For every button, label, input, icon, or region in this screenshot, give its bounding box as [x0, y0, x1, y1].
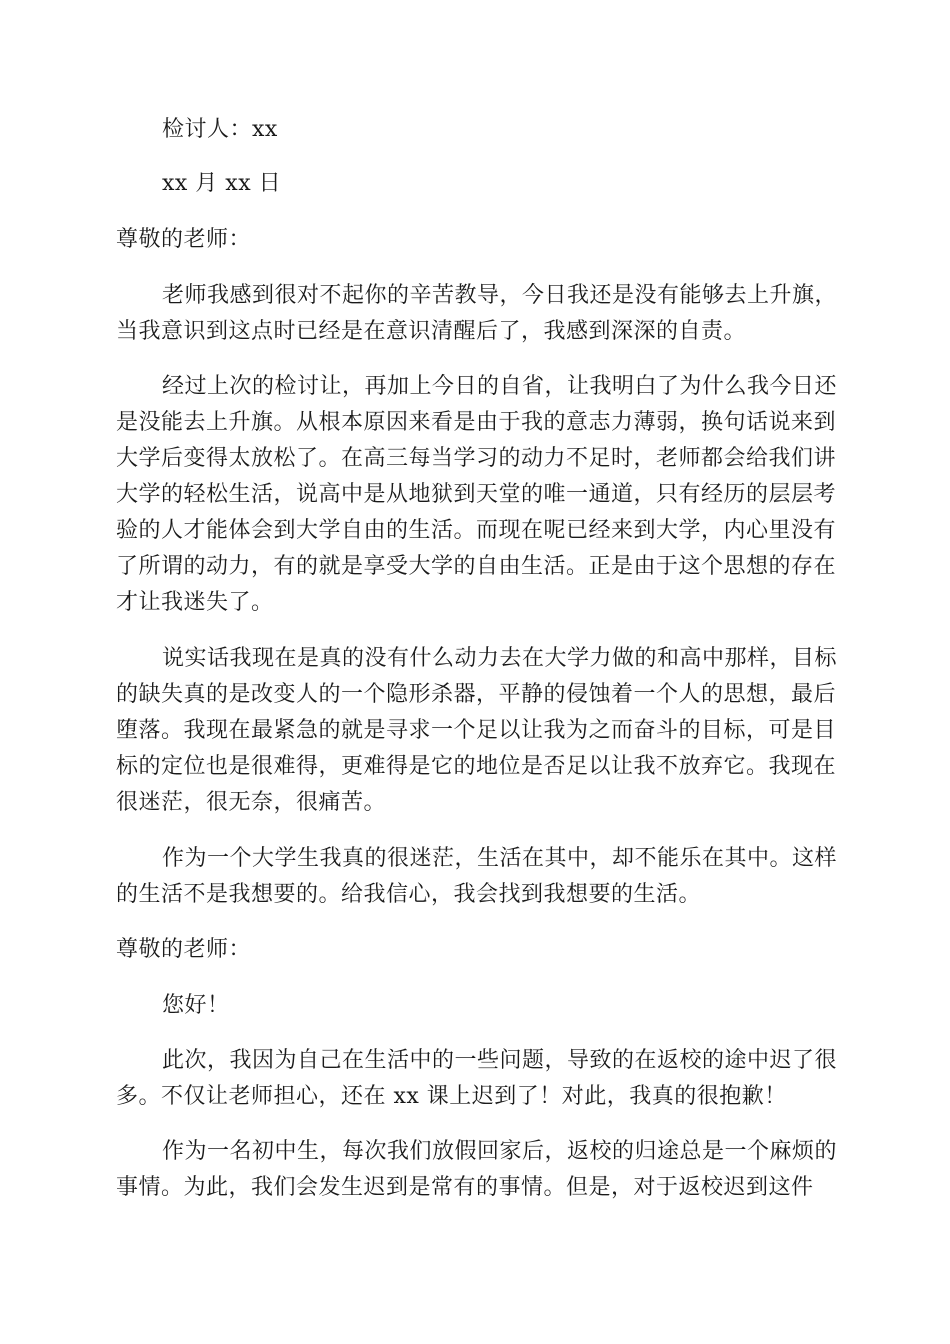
paragraph-3-line-1: 说实话我现在是真的没有什么动力去在大学力做的和高中那样，目标 — [162, 646, 838, 671]
greeting: 您好！ — [162, 993, 230, 1018]
paragraph-1-line-1: 老师我感到很对不起你的辛苦教导，今日我还是没有能够去上升旗， — [162, 283, 838, 308]
paragraph-2-line-1: 经过上次的检讨让，再加上今日的自省，让我明白了为什么我今日还 — [162, 374, 838, 399]
paragraph-2-line-7: 才让我迷失了。 — [116, 590, 274, 615]
paragraph-2-line-5: 验的人才能体会到大学自由的生活。而现在呢已经来到大学，内心里没有 — [116, 518, 837, 543]
paragraph-2-line-3: 大学后变得太放松了。在高三每当学习的动力不足时，老师都会给我们讲 — [116, 446, 837, 471]
paragraph-5-line-1: 此次，我因为自己在生活中的一些问题，导致的在返校的途中迟了很 — [162, 1048, 838, 1073]
paragraph-6-line-1: 作为一名初中生，每次我们放假回家后，返校的归途总是一个麻烦的 — [162, 1139, 838, 1164]
paragraph-5-line-2: 多。不仅让老师担心，还在 xx 课上迟到了！对此，我真的很抱歉！ — [116, 1084, 787, 1109]
salutation-2: 尊敬的老师： — [116, 937, 252, 962]
paragraph-1-line-2: 当我意识到这点时已经是在意识清醒后了，我感到深深的自责。 — [116, 319, 747, 344]
paragraph-2-line-4: 大学的轻松生活，说高中是从地狱到天堂的唯一通道，只有经历的层层考 — [116, 482, 837, 507]
signature-line: 检讨人：xx — [162, 117, 278, 142]
paragraph-3-line-4: 标的定位也是很难得，更难得是它的地位是否足以让我不放弃它。我现在 — [116, 754, 837, 779]
paragraph-4-line-1: 作为一个大学生我真的很迷茫，生活在其中，却不能乐在其中。这样 — [162, 846, 838, 871]
paragraph-3-line-5: 很迷茫，很无奈，很痛苦。 — [116, 790, 387, 815]
paragraph-2-line-2: 是没能去上升旗。从根本原因来看是由于我的意志力薄弱，换句话说来到 — [116, 410, 837, 435]
salutation: 尊敬的老师： — [116, 227, 252, 252]
date-line: xx 月 xx 日 — [162, 171, 282, 196]
paragraph-6-line-2: 事情。为此，我们会发生迟到是常有的事情。但是，对于返校迟到这件 — [116, 1175, 814, 1200]
paragraph-3-line-3: 堕落。我现在最紧急的就是寻求一个足以让我为之而奋斗的目标，可是目 — [116, 718, 837, 743]
paragraph-2-line-6: 了所谓的动力，有的就是享受大学的自由生活。正是由于这个思想的存在 — [116, 554, 837, 579]
paragraph-4-line-2: 的生活不是我想要的。给我信心，我会找到我想要的生活。 — [116, 882, 702, 907]
paragraph-3-line-2: 的缺失真的是改变人的一个隐形杀器，平静的侵蚀着一个人的思想，最后 — [116, 682, 837, 707]
